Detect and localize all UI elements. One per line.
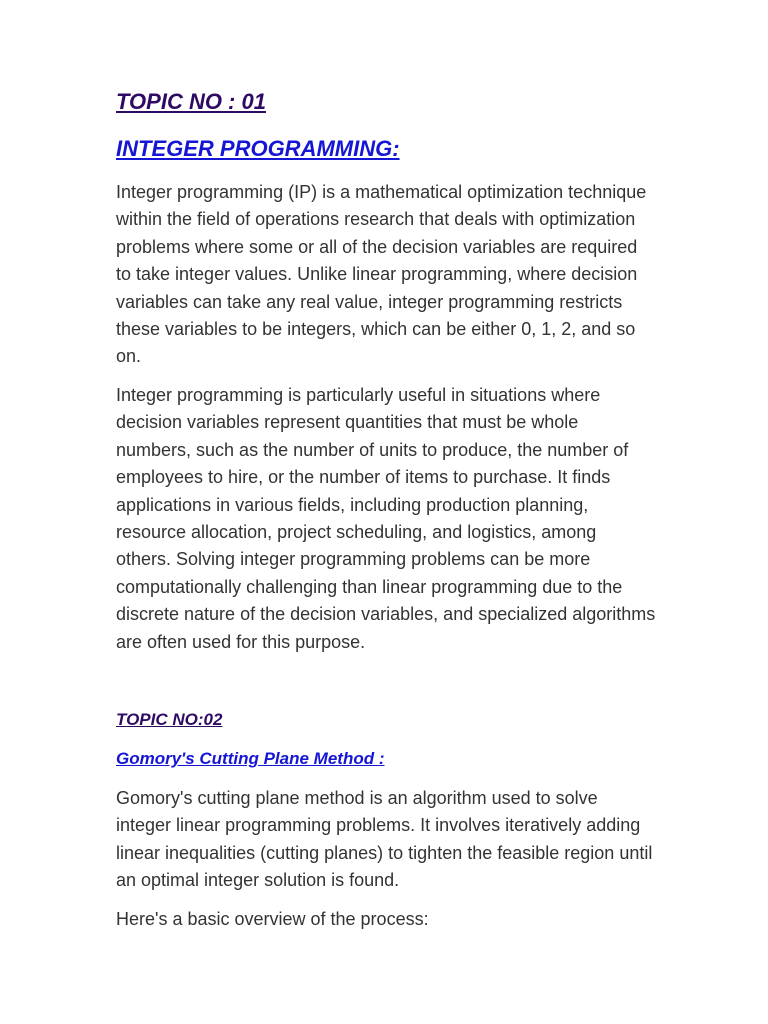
topic-1-heading: INTEGER PROGRAMMING: [116, 136, 400, 161]
topic-2-paragraph-2: Here's a basic overview of the process: [116, 909, 429, 929]
topic-2-label: TOPIC NO:02 [116, 710, 223, 729]
topic-1-label: TOPIC NO : 01 [116, 89, 266, 114]
topic-2-paragraph-1: Gomory's cutting plane method is an algorithm used to solve integer linear programming problems. It involves iteratively adding linear inequalities (cutting planes) to tighten the feasible region until an optimal integer solution is found. [116, 788, 653, 891]
topic-2-heading: Gomory's Cutting Plane Method : [116, 749, 385, 768]
topic-1-paragraph-2: Integer programming is particularly useful in situations where decision variables represent quantities that must be whole numbers, such as the number of units to produce, the number of employees to hire, or the number of items to purchase. It finds applications in various fields, including production planning, resource allocation, project scheduling, and logistics, among others. Solving integer programming problems can be more computationally challenging than linear programming due to the discrete nature of the decision variables, and specialized algorithms are often used for this purpose. [116, 385, 656, 652]
topic-1-paragraph-1: Integer programming (IP) is a mathematical optimization technique within the field of operations research that deals with optimization problems where some or all of the decision variables are required to take integer values. Unlike linear programming, where decision variables can take any real value, integer programming restricts these variables to be integers, which can be either 0, 1, 2, and so on. [116, 182, 647, 367]
